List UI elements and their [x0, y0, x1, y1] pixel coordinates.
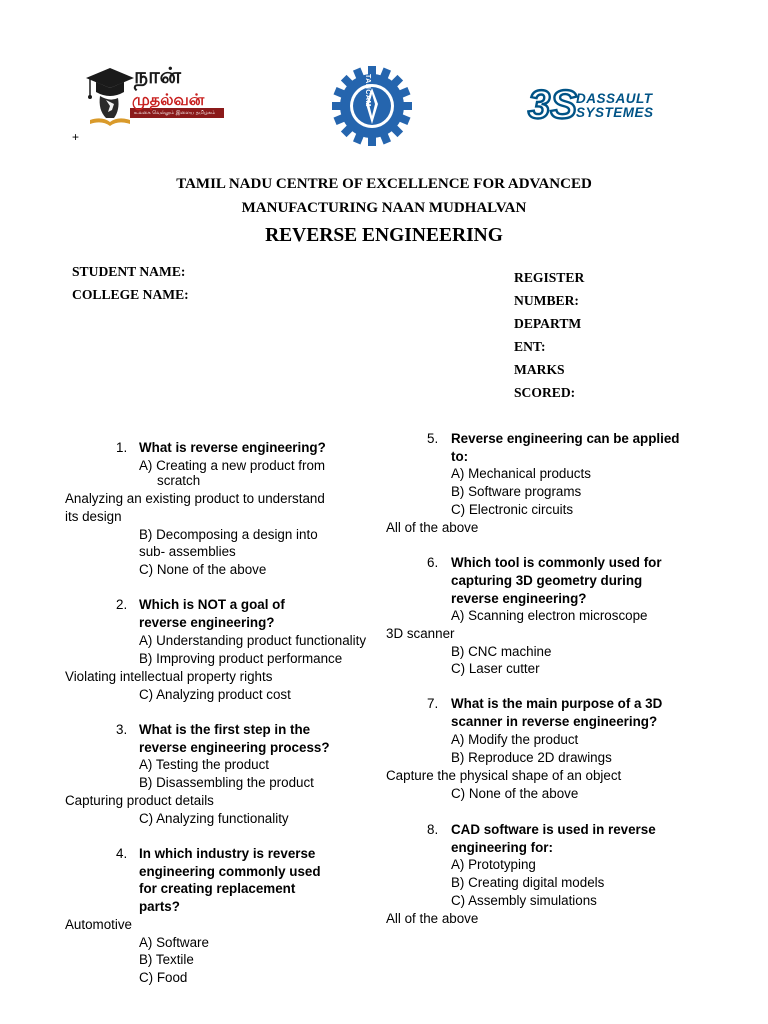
register-label-1: REGISTER [514, 270, 585, 285]
q6-number: 6. [427, 555, 439, 570]
q8-question-line2: engineering for: [451, 840, 553, 855]
naan-logo-line2: முதல்வன் [132, 90, 205, 109]
q7-number: 7. [427, 696, 439, 711]
naan-mudhalvan-logo [84, 66, 226, 128]
q4-number: 4. [116, 846, 128, 861]
q6-option-c: C) Laser cutter [451, 661, 540, 676]
q4-option-b: B) Textile [139, 952, 194, 967]
department-label-1: DEPARTM [514, 316, 582, 331]
q5-answer: All of the above [386, 520, 479, 535]
q3-option-a: A) Testing the product [139, 757, 270, 772]
q1-option-a: A) Creating a new product from [139, 458, 326, 473]
q5-option-a: A) Mechanical products [451, 466, 591, 481]
q2-answer: Violating intellectual property rights [65, 669, 273, 684]
q2-number: 2. [116, 597, 128, 612]
q7-option-a: A) Modify the product [451, 732, 579, 747]
q4-answer: Automotive [65, 917, 132, 932]
q7-question-line2: scanner in reverse engineering? [451, 714, 658, 729]
q6-question-line2: capturing 3D geometry during [451, 573, 643, 588]
svg-text:3S: 3S [528, 83, 577, 127]
q4-question-line2: engineering commonly used [139, 864, 321, 879]
q4-question-line1: In which industry is reverse [139, 846, 316, 861]
q7-question-line1: What is the main purpose of a 3D [451, 696, 663, 711]
register-label-2: NUMBER: [514, 293, 579, 308]
q4-option-c: C) Food [139, 970, 188, 985]
gear-icon [330, 64, 414, 148]
dassault-line2: SYSTEMES [576, 105, 654, 120]
q8-answer: All of the above [386, 911, 479, 926]
q2-question-line2: reverse engineering? [139, 615, 275, 630]
q1-option-c: C) None of the above [139, 562, 267, 577]
naan-logo-tagline: உலகை வெல்லும் இளைய தமிழகம் [134, 110, 216, 116]
q8-option-c: C) Assembly simulations [451, 893, 597, 908]
dassault-logo [528, 80, 680, 127]
department-label-2: ENT: [514, 339, 546, 354]
q7-option-b: B) Reproduce 2D drawings [451, 750, 612, 765]
q1-option-b-cont: sub- assemblies [139, 544, 236, 559]
q1-question: What is reverse engineering? [139, 440, 326, 455]
q3-question-line2: reverse engineering process? [139, 740, 330, 755]
q2-option-a: A) Understanding product functionality [139, 633, 367, 648]
tancam-text: TANCAM [364, 74, 371, 107]
title-line1: TAMIL NADU CENTRE OF EXCELLENCE FOR ADVANCED [176, 176, 592, 192]
q7-option-c: C) None of the above [451, 786, 579, 801]
q5-number: 5. [427, 431, 439, 446]
marks-label-1: MARKS [514, 362, 565, 377]
college-name-label: COLLEGE NAME: [72, 287, 189, 302]
q1-answer-line2: its design [65, 509, 122, 524]
q5-option-c: C) Electronic circuits [451, 502, 574, 517]
3ds-icon [528, 80, 577, 127]
student-name-label: STUDENT NAME: [72, 264, 186, 279]
q6-question-line1: Which tool is commonly used for [451, 555, 662, 570]
q5-question-line2: to: [451, 449, 469, 464]
q2-option-c: C) Analyzing product cost [139, 687, 291, 702]
marks-label-2: SCORED: [514, 385, 576, 400]
q4-question-line4: parts? [139, 899, 180, 914]
q4-question-line3: for creating replacement [139, 881, 296, 896]
q4-option-a: A) Software [139, 935, 209, 950]
q3-answer: Capturing product details [65, 793, 214, 808]
plus-mark: + [72, 130, 80, 144]
q3-option-b: B) Disassembling the product [139, 775, 314, 790]
q1-answer-line1: Analyzing an existing product to understand [65, 491, 325, 506]
q2-option-b: B) Improving product performance [139, 651, 343, 666]
q3-number: 3. [116, 722, 128, 737]
q8-question-line1: CAD software is used in reverse [451, 822, 656, 837]
q6-answer: 3D scanner [386, 626, 455, 641]
q7-answer: Capture the physical shape of an object [386, 768, 622, 783]
q6-option-b: B) CNC machine [451, 644, 552, 659]
subject-title: REVERSE ENGINEERING [265, 225, 503, 246]
q5-question-line1: Reverse engineering can be applied [451, 431, 680, 446]
dassault-line1: DASSAULT [576, 91, 653, 106]
q1-option-b: B) Decomposing a design into [139, 527, 318, 542]
q8-option-a: A) Prototyping [451, 857, 536, 872]
q3-option-c: C) Analyzing functionality [139, 811, 289, 826]
q6-question-line3: reverse engineering? [451, 591, 587, 606]
q2-question-line1: Which is NOT a goal of [139, 597, 285, 612]
q5-option-b: B) Software programs [451, 484, 582, 499]
q3-question-line1: What is the first step in the [139, 722, 311, 737]
q1-option-a-cont: scratch [157, 473, 201, 488]
q1-number: 1. [116, 440, 128, 455]
title-line2: MANUFACTURING NAAN MUDHALVAN [241, 200, 527, 216]
naan-logo-line1: நான் [134, 64, 181, 89]
q8-number: 8. [427, 822, 439, 837]
tancam-logo [330, 64, 414, 148]
q8-option-b: B) Creating digital models [451, 875, 605, 890]
q6-option-a: A) Scanning electron microscope [451, 608, 648, 623]
